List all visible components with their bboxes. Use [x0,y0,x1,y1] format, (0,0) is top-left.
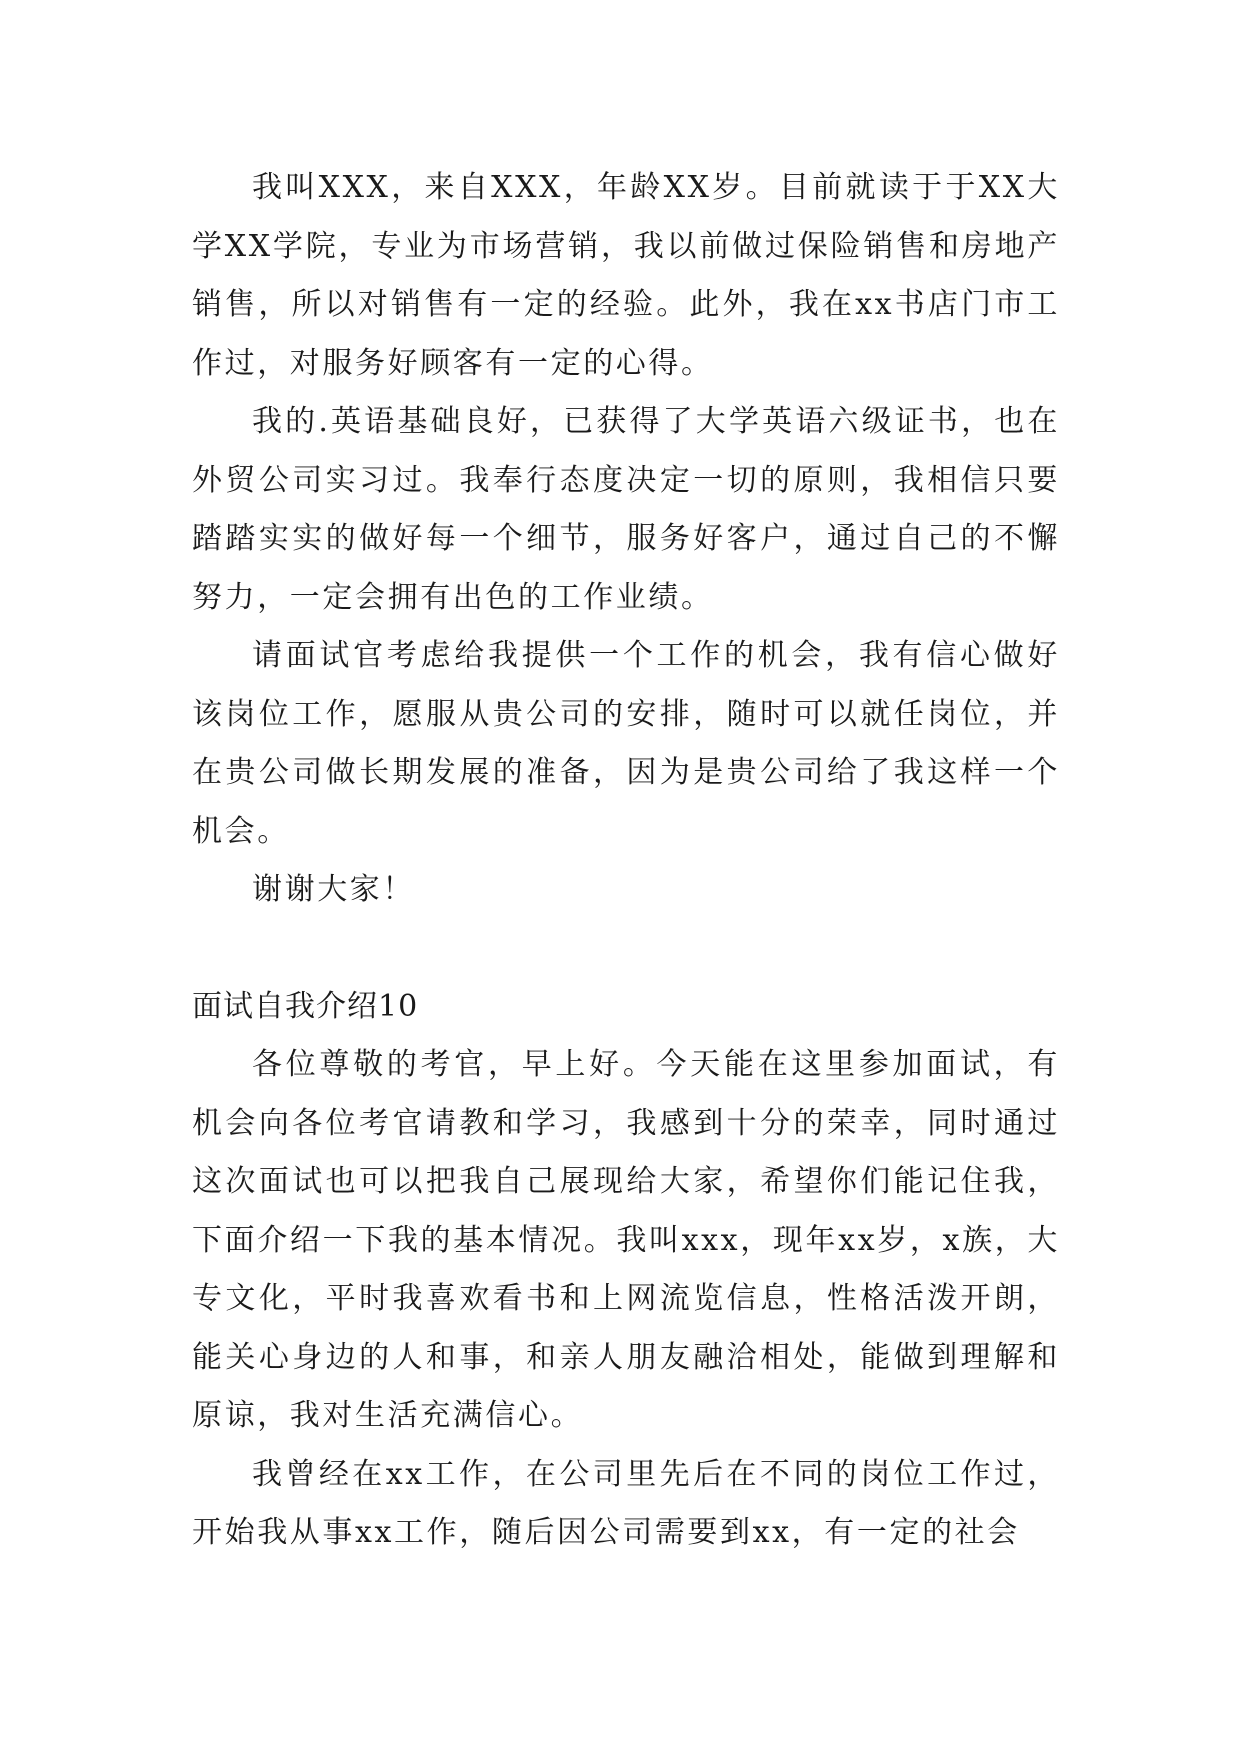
paragraph-work-experience: 我曾经在xx工作，在公司里先后在不同的岗位工作过，开始我从事xx工作，随后因公司需要到xx，有一定的社会 [192,1456,1060,1550]
paragraph-request: 请面试官考虑给我提供一个工作的机会，我有信心做好该岗位工作，愿服从贵公司的安排，随时可以就任岗位，并在贵公司做长期发展的准备，因为是贵公司给了我这样一个机会。 [192,638,1060,849]
section-spacer [192,920,1060,978]
paragraph-intro: 我叫XXX，来自XXX，年龄XX岁。目前就读于于XX大学XX学院，专业为市场营销，我以前做过保险销售和房地产销售，所以对销售有一定的经验。此外，我在xx书店门市工作过，对服务好顾客有一定的心得。 [192,170,1060,381]
paragraph-english-skills: 我的.英语基础良好，已获得了大学英语六级证书，也在外贸公司实习过。我奉行态度决定一切的原则，我相信只要踏踏实实的做好每一个细节，服务好客户，通过自己的不懈努力，一定会拥有出色的工作业绩。 [192,404,1060,615]
document-body [192,159,1060,1563]
paragraph-thanks: 谢谢大家！ [252,872,415,907]
section-heading: 面试自我介绍10 [192,988,419,1024]
paragraph-greeting: 各位尊敬的考官，早上好。今天能在这里参加面试，有机会向各位考官请教和学习，我感到十分的荣幸，同时通过这次面试也可以把我自己展现给大家，希望你们能记住我，下面介绍一下我的基本情况。我叫xxx，现年xx岁，x族，大专文化，平时我喜欢看书和上网流览信息，性格活泼开朗，能关心身边的人和事，和亲人朋友融洽相处，能做到理解和原谅，我对生活充满信心。 [192,1047,1060,1433]
